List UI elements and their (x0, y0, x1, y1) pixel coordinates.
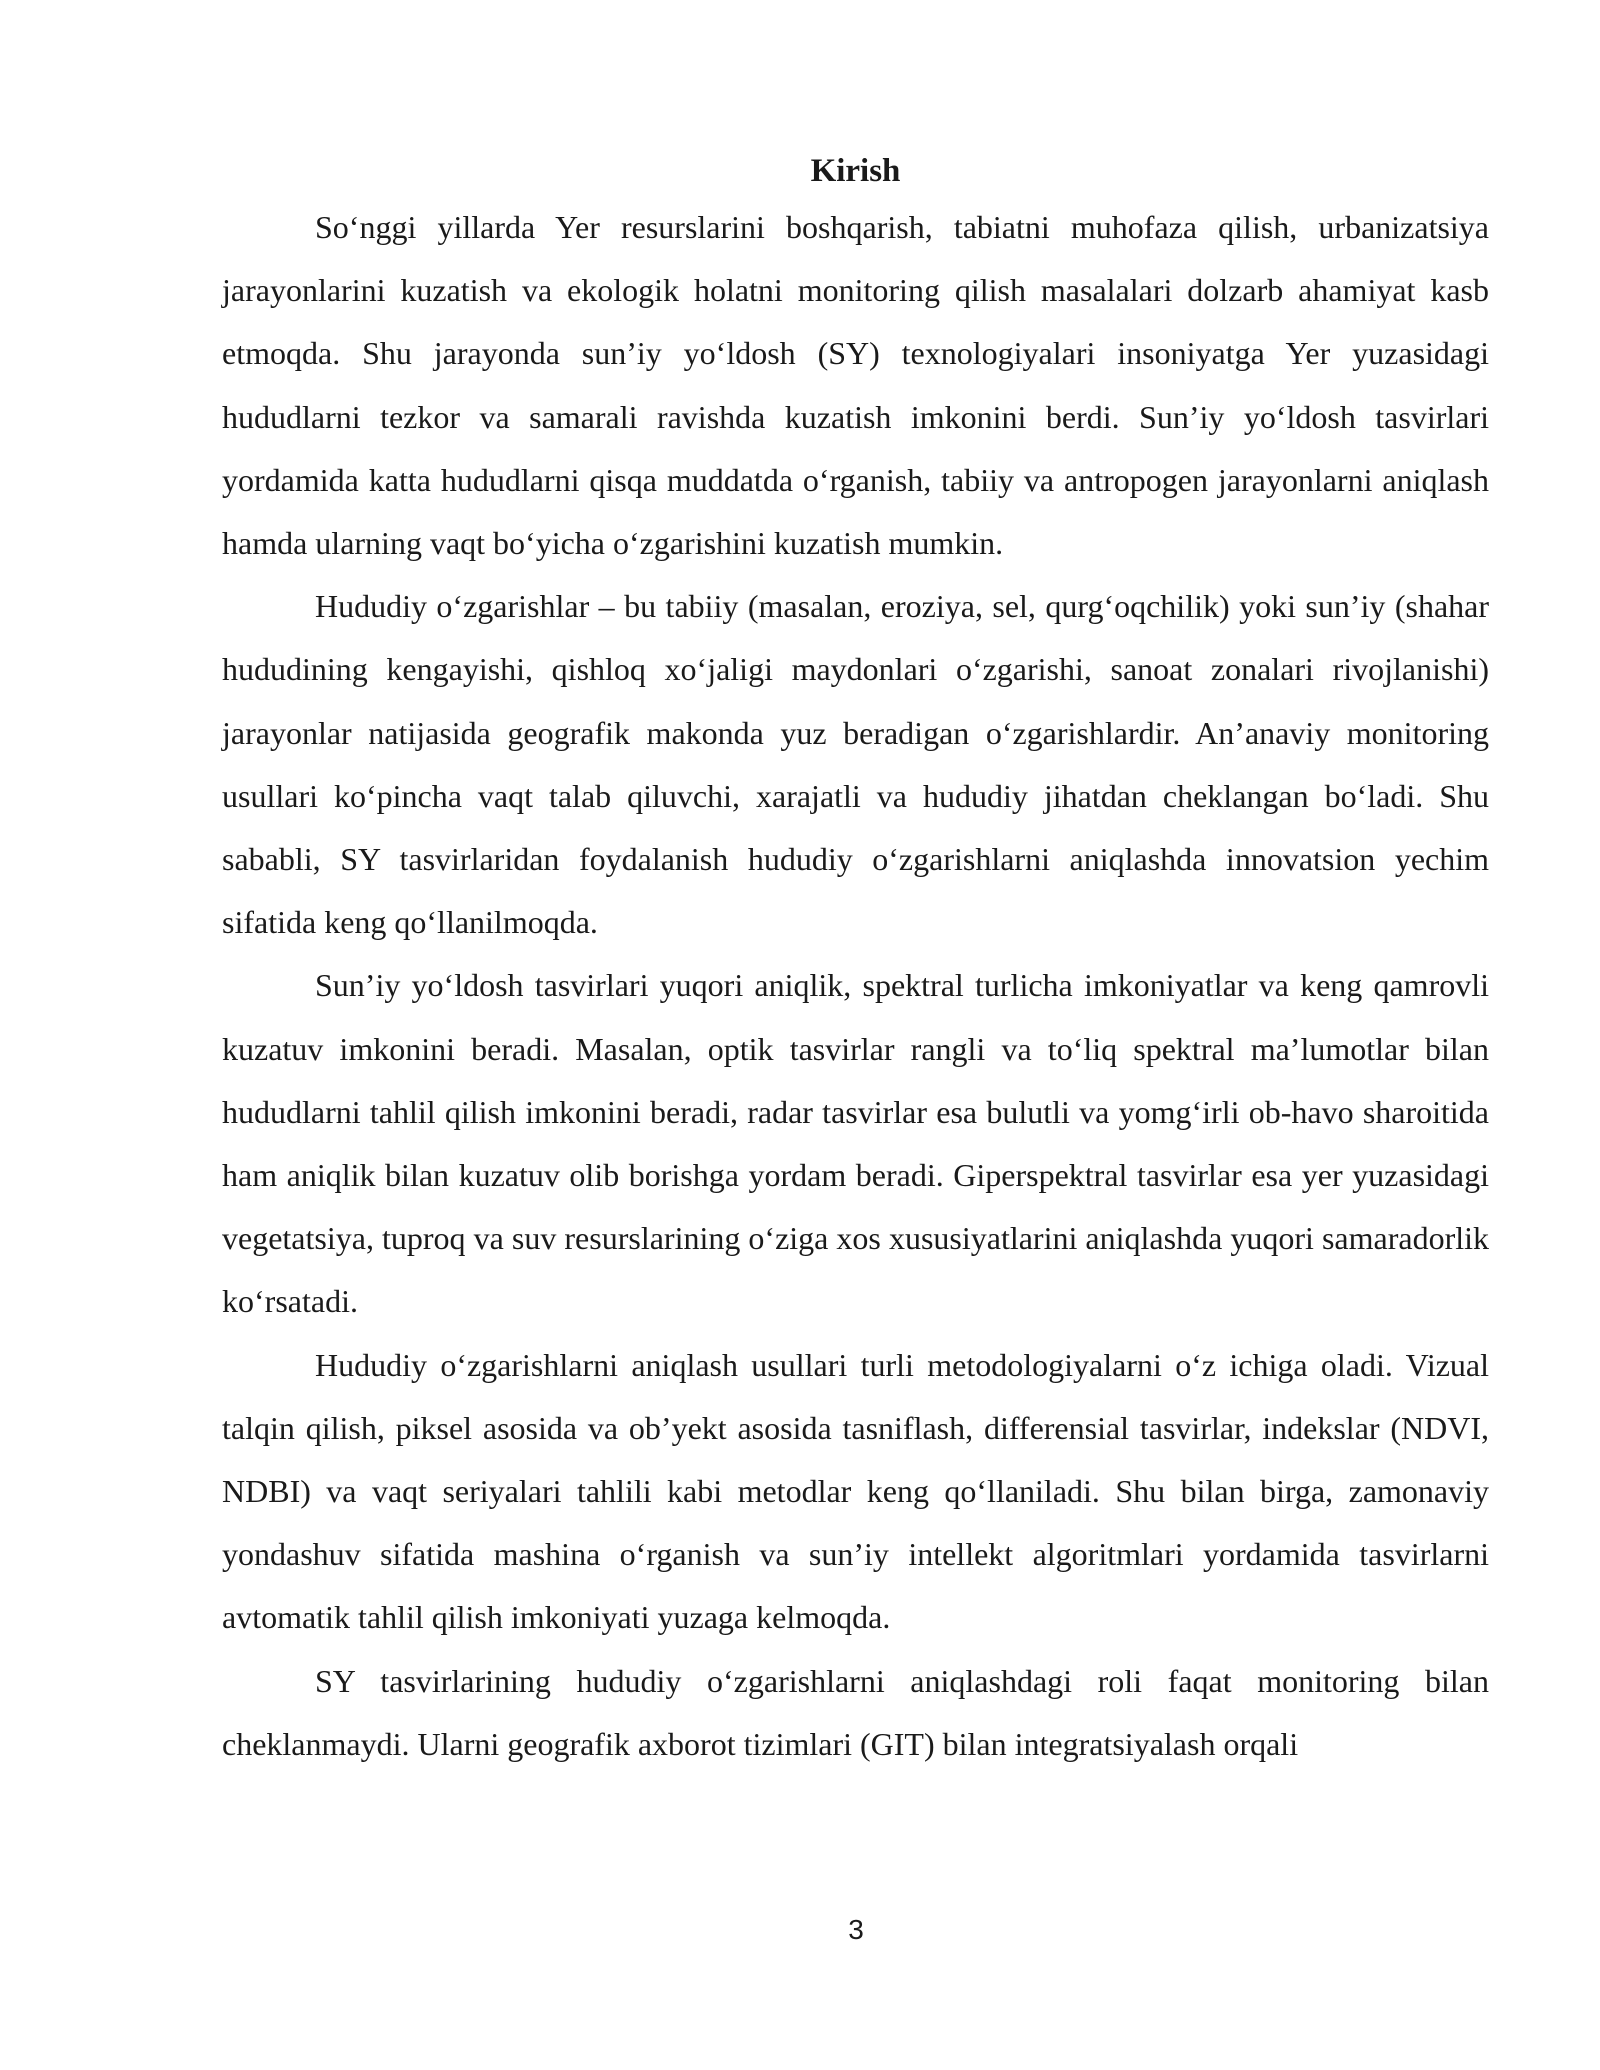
paragraph-2: Hududiy o‘zgarishlar – bu tabiiy (masalan, eroziya, sel, qurg‘oqchilik) yoki sun’iy (shahar hududining kengayishi, qishloq xo‘jaligi maydonlari o‘zgarishi, sanoat zonalari rivojlanishi) jarayonlar natijasida geografik makonda yuz beradigan o‘zgarishlardir. An’anaviy monitoring usullari ko‘pincha vaqt talab qiluvchi, xarajatli va hududiy jihatdan cheklangan bo‘ladi. Shu sababli, SY tasvirlaridan foydalanish hududiy o‘zgarishlarni aniqlashda innovatsion yechim sifatida keng qo‘llanilmoqda. (222, 588, 1489, 941)
paragraph-3: Sun’iy yo‘ldosh tasvirlari yuqori aniqlik, spektral turlicha imkoniyatlar va keng qamrovli kuzatuv imkonini beradi. Masalan, optik tasvirlar rangli va to‘liq spektral ma’lumotlar bilan hududlarni tahlil qilish imkonini beradi, radar tasvirlar esa bulutli va yomg‘irli ob-havo sharoitida ham aniqlik bilan kuzatuv olib borishga yordam beradi. Giperspektral tasvirlar esa yer yuzasidagi vegetatsiya, tuproq va suv resurslarining o‘ziga xos xususiyatlarini aniqlashda yuqori samaradorlik ko‘rsatadi. (222, 967, 1489, 1320)
paragraph-1: So‘nggi yillarda Yer resurslarini boshqarish, tabiatni muhofaza qilish, urbanizatsiya jarayonlarini kuzatish va ekologik holatni monitoring qilish masalalari dolzarb ahamiyat kasb etmoqda. Shu jarayonda sun’iy yo‘ldosh (SY) texnologiyalari insoniyatga Yer yuzasidagi hududlarni tezkor va samarali ravishda kuzatish imkonini berdi. Sun’iy yo‘ldosh tasvirlari yordamida katta hududlarni qisqa muddatda o‘rganish, tabiiy va antropogen jarayonlarni aniqlash hamda ularning vaqt bo‘yicha o‘zgarishini kuzatish mumkin. (222, 209, 1489, 562)
paragraph-5: SY tasvirlarining hududiy o‘zgarishlarni aniqlashdagi roli faqat monitoring bilan cheklanmaydi. Ularni geografik axborot tizimlari (GIT) bilan integratsiyalash orqali (222, 1662, 1489, 1762)
paragraph-4: Hududiy o‘zgarishlarni aniqlash usullari turli metodologiyalarni o‘z ichiga oladi. Vizual talqin qilish, piksel asosida va ob’yekt asosida tasniflash, differensial tasvirlar, indekslar (NDVI, NDBI) va vaqt seriyalari tahlili kabi metodlar keng qo‘llaniladi. Shu bilan birga, zamonaviy yondashuv sifatida mashina o‘rganish va sun’iy intellekt algoritmlari yordamida tasvirlarni avtomatik tahlil qilish imkoniyati yuzaga kelmoqda. (222, 1346, 1489, 1636)
page-content (222, 146, 1489, 1776)
section-title: Kirish (810, 153, 901, 189)
page-number: 3 (848, 1914, 864, 1945)
